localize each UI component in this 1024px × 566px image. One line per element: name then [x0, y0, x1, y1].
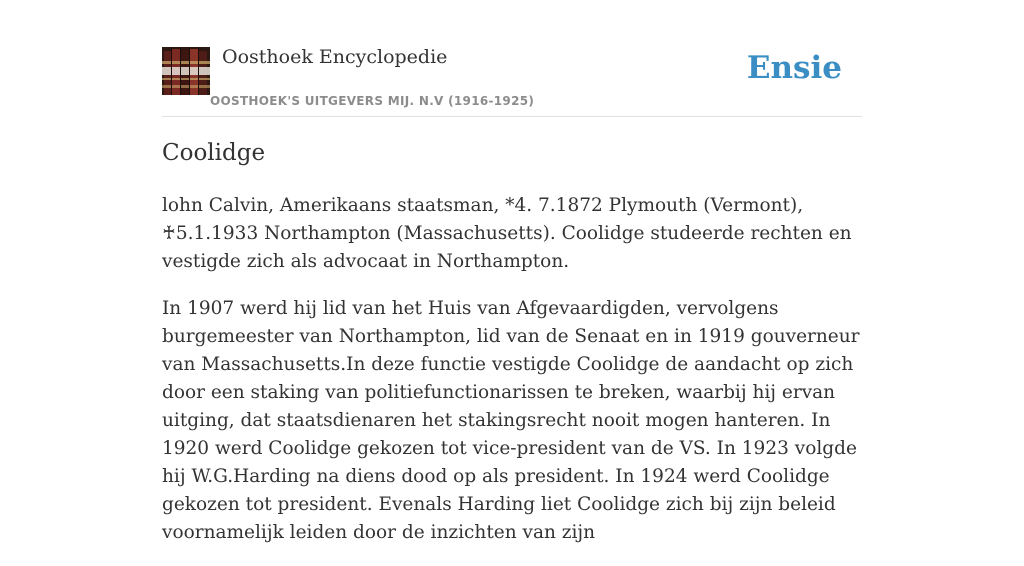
article-title: Coolidge: [162, 140, 266, 166]
publisher-avatar[interactable]: [162, 47, 210, 95]
publisher-header: [162, 0, 862, 117]
publisher-name[interactable]: Oosthoek Encyclopedie: [222, 46, 448, 68]
book-spines-icon: [162, 47, 210, 95]
article-paragraph: lohn Calvin, Amerikaans staatsman, *4. 7.1872 Plymouth (Vermont), ♰5.1.1933 Northampton (Massachusetts). Coolidge studeerde rechten en vestigde zich als advocaat in Northampton.: [162, 195, 852, 272]
publisher-subtitle: OOSTHOEK'S UITGEVERS MIJ. N.V (1916-1925): [210, 94, 535, 108]
site-logo[interactable]: Ensie: [746, 50, 842, 86]
article-body: [162, 192, 862, 566]
page-container: [162, 0, 862, 543]
article-paragraph: In 1907 werd hij lid van het Huis van Afgevaardigden, vervolgens burgemeester van Northampton, lid van de Senaat en in 1919 gouverneur van Massachusetts.In deze functie vestigde Coolidge de aandacht op zich door een staking van politiefunctionarissen te breken, waarbij hij ervan uitging, dat staatsdienaren het stakingsrecht nooit mogen hanteren. In 1920 werd Coolidge gekozen tot vice-president van de VS. In 1923 volgde hij W.G.Harding na diens dood op als president. In 1924 werd Coolidge gekozen tot president. Evenals Harding liet Coolidge zich bij zijn beleid voornamelijk leiden door de inzichten van zijn: [162, 298, 860, 543]
